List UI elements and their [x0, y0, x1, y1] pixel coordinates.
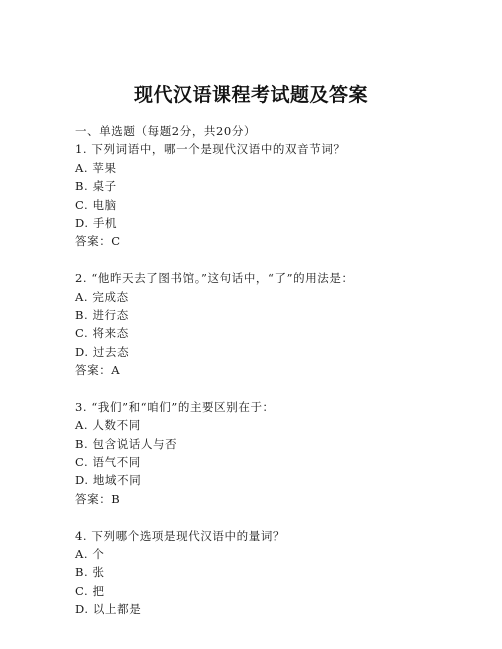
question-answer: 答案：A [75, 363, 121, 378]
question-option: D. 手机 [75, 215, 118, 230]
question-block [75, 398, 475, 508]
question-answer: 答案：C [75, 234, 121, 249]
spacer [75, 379, 475, 397]
question-stem: 3. “我们”和“咱们”的主要区别在于： [75, 399, 275, 414]
question-option: A. 完成态 [75, 289, 129, 304]
question-option: B. 桌子 [75, 179, 117, 194]
question-option: B. 包含说话人与否 [75, 436, 178, 451]
question-stem: 4. 下列哪个选项是现代汉语中的量词？ [75, 528, 286, 543]
question-option: B. 张 [75, 565, 105, 580]
question-block [75, 527, 475, 619]
question-option: B. 进行态 [75, 307, 129, 322]
exam-content [75, 122, 475, 619]
spacer [75, 508, 475, 526]
question-option: C. 把 [75, 583, 105, 598]
question-option: C. 电脑 [75, 197, 117, 212]
question-option: D. 地域不同 [75, 473, 142, 488]
question-option: A. 个 [75, 546, 105, 561]
document-title: 现代汉语课程考试题及答案 [133, 84, 368, 106]
question-block [75, 269, 475, 379]
question-option: A. 苹果 [75, 160, 117, 175]
question-stem: 1. 下列词语中，哪一个是现代汉语中的双音节词？ [75, 142, 346, 157]
question-block [75, 140, 475, 250]
question-stem: 2. “他昨天去了图书馆。”这句话中，“了”的用法是： [75, 271, 354, 286]
question-option: D. 以上都是 [75, 602, 142, 617]
question-option: C. 将来态 [75, 326, 129, 341]
spacer [75, 251, 475, 269]
question-option: D. 过去态 [75, 344, 130, 359]
section-heading: 一、单选题（每题2分，共20分） [75, 124, 257, 138]
question-option: C. 语气不同 [75, 455, 141, 470]
question-option: A. 人数不同 [75, 418, 141, 433]
question-answer: 答案：B [75, 491, 121, 506]
